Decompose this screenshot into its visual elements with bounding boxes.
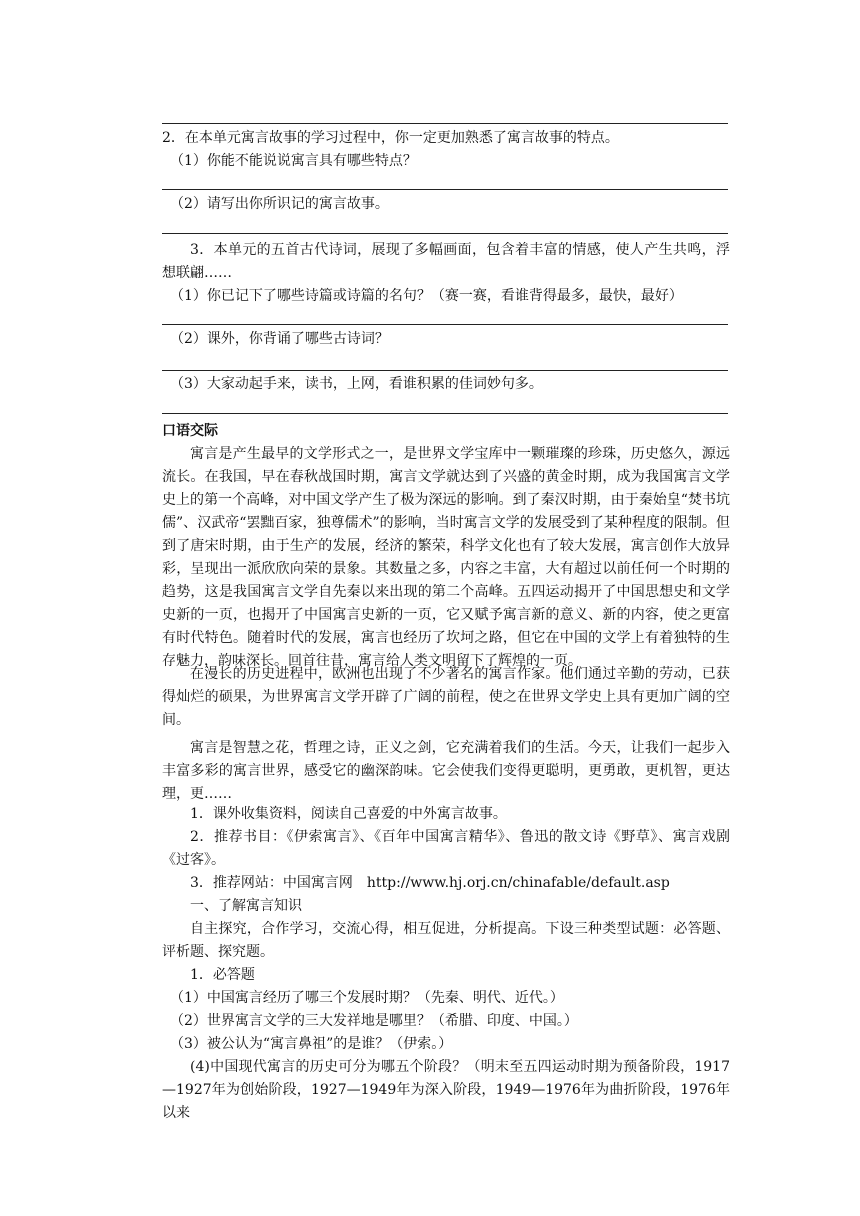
must-answer-title: 1．必答题 [190, 967, 255, 983]
question-a4: (4)中国现代寓言的历史可分为哪五个阶段？（明末至五四运动时期为预备阶段，1917—1927年为创始阶段，1927—1949年为深入阶段，1949—1976年为曲折阶段，1976年以来 [162, 1059, 730, 1121]
intro-paragraph: 自主探究，合作学习，交流心得，相互促进，分析提高。下设三种类型试题：必答题、评析题、探究题。 [162, 921, 730, 960]
answer-line [162, 413, 728, 414]
section-1-title: 一、了解寓言知识 [190, 898, 302, 914]
answer-line [162, 370, 728, 371]
question-a2: （2）世界寓言文学的三大发祥地是哪里？（希腊、印度、中国。） [170, 1013, 578, 1029]
paragraph-3: 寓言是智慧之花，哲理之诗，正义之剑，它充满着我们的生活。今天，让我们一起步入丰富多彩的寓言世界，感受它的幽深韵味。它会使我们变得更聪明，更勇敢，更机智，更达理，更…… [162, 740, 730, 802]
question-3-sub-3: （3）大家动起手来，读书，上网，看谁积累的佳词妙句多。 [170, 376, 543, 392]
tip-3-website: 3．推荐网站：中国寓言网 http://www.hj.orj.cn/chinafable/default.asp [190, 875, 670, 891]
answer-line [162, 324, 728, 325]
answer-line [162, 189, 728, 190]
question-a3: （3）被公认为“寓言鼻祖”的是谁？（伊索。） [170, 1036, 453, 1052]
tip-1: 1．课外收集资料，阅读自己喜爱的中外寓言故事。 [190, 806, 507, 822]
question-2-title: 2．在本单元寓言故事的学习过程中，你一定更加熟悉了寓言故事的特点。 [162, 130, 619, 146]
section-heading: 口语交际 [162, 423, 218, 439]
question-3-sub-1: （1）你已记下了哪些诗篇或诗篇的名句？（赛一赛，看谁背得最多，最快，最好） [170, 288, 683, 304]
answer-line [162, 233, 728, 234]
question-3-sub-2: （2）课外，你背诵了哪些古诗词？ [170, 331, 389, 347]
question-a1: （1）中国寓言经历了哪三个发展时期？（先秦、明代、近代。） [170, 990, 564, 1006]
paragraph-1: 寓言是产生最早的文学形式之一，是世界文学宝库中一颗璀璨的珍珠，历史悠久，源远流长。在我国，早在春秋战国时期，寓言文学就达到了兴盛的黄金时期，成为我国寓言文学史上的第一个高峰，对中国文学产生了极为深远的影响。到了秦汉时期，由于秦始皇“焚书坑儒”、汉武帝“罢黜百家，独尊儒术”的影响，当时寓言文学的发展受到了某种程度的限制。但到了唐宋时期，由于生产的发展，经济的繁荣，科学文化也有了较大发展，寓言创作大放异彩，呈现出一派欣欣向荣的景象。其数量之多，内容之丰富，大有超过以前任何一个时期的趋势，这是我国寓言文学自先秦以来出现的第二个高峰。五四运动揭开了中国思想史和文学史新的一页，也揭开了中国寓言史新的一页，它又赋予寓言新的意义、新的内容，使之更富有时代特色。随着时代的发展，寓言也经历了坎坷之路，但它在中国的文学上有着独特的生存魅力，韵味深长。回首往昔，寓言给人类文明留下了辉煌的一页。 [162, 446, 730, 669]
tip-2: 2．推荐书目：《伊索寓言》、《百年中国寓言精华》、鲁迅的散文诗《野草》、寓言戏剧《过客》。 [162, 829, 730, 868]
paragraph-2: 在漫长的历史进程中，欧洲也出现了不少著名的寓言作家。他们通过辛勤的劳动，已获得灿烂的硕果，为世界寓言文学开辟了广阔的前程，使之在世界文学史上具有更加广阔的空间。 [162, 666, 730, 728]
answer-line [162, 123, 728, 124]
question-2-sub-2: （2）请写出你所识记的寓言故事。 [170, 196, 389, 212]
question-3-title: 3．本单元的五首古代诗词，展现了多幅画面，包含着丰富的情感，使人产生共鸣，浮想联翩…… [162, 242, 730, 281]
question-2-sub-1: （1）你能不能说说寓言具有哪些特点？ [170, 153, 417, 169]
